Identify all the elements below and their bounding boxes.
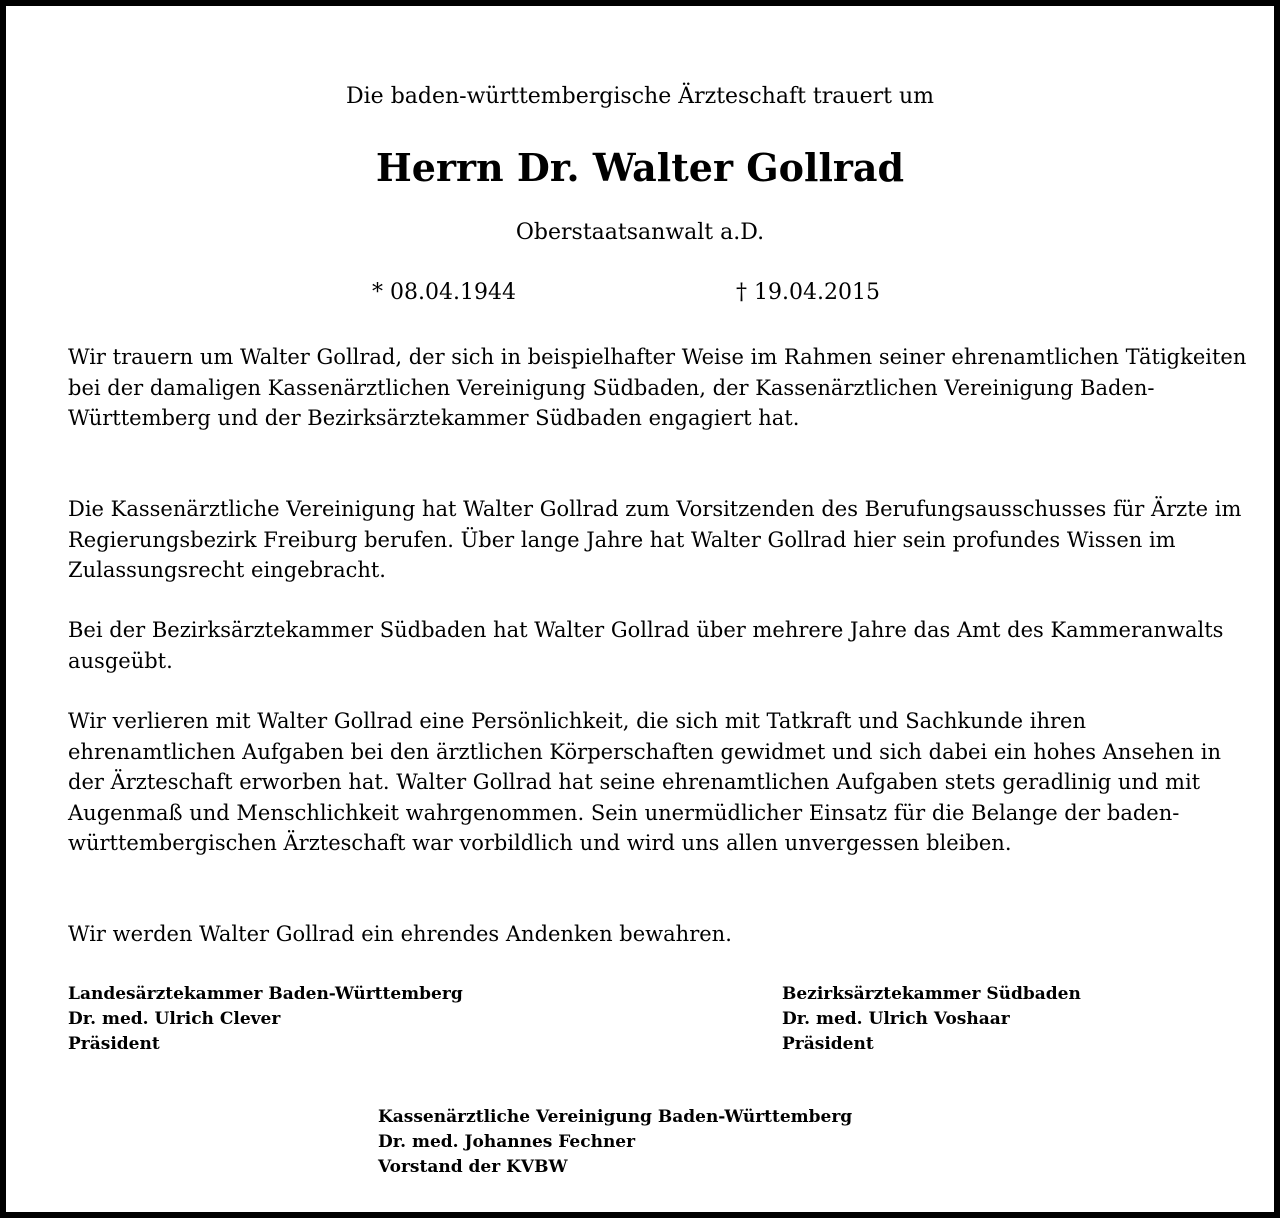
paragraph-2: Die Kassenärztliche Vereinigung hat Walter Gollrad zum Vorsitzenden des Berufungsausschusses für Ärzte im Regierungsbezirk Freiburg berufen. Über lange Jahre hat Walter Gollrad hier sein profundes Wissen im Zulassungsrecht eingebracht. (68, 497, 1242, 582)
signature-person: Dr. med. Ulrich Clever (68, 1009, 281, 1029)
paragraph-4: Wir verlieren mit Walter Gollrad eine Persönlichkeit, die sich mit Tatkraft und Sachkunde ihren ehrenamtlichen Aufgaben bei den ärztlichen Körperschaften gewidmet und sich dabei ein hohes Ansehen in der Ärzteschaft erworben hat. Walter Gollrad hat seine ehrenamtlichen Aufgaben stets geradlinig und mit Augenmaß und Menschlichkeit wahrgenommen. Sein unermüdlicher Einsatz für die Belange der baden-württembergischen Ärzteschaft war vorbildlich und wird uns allen unvergessen bleiben. (68, 709, 1222, 855)
signature-org: Bezirksärztekammer Südbaden (782, 984, 1081, 1004)
deceased-name: Herrn Dr. Walter Gollrad (375, 145, 905, 190)
signature-kvbw (378, 1105, 852, 1180)
paragraph-3: Bei der Bezirksärztekammer Südbaden hat Walter Gollrad über mehrere Jahre das Amt des Kammeranwalts ausgeübt. (68, 618, 1224, 673)
signature-person: Dr. med. Johannes Fechner (378, 1132, 636, 1152)
signature-role: Präsident (68, 1034, 160, 1054)
death-date: † 19.04.2015 (736, 280, 880, 305)
paragraph-5: Wir werden Walter Gollrad ein ehrendes Andenken bewahren. (68, 922, 732, 946)
signature-org: Kassenärztliche Vereinigung Baden-Württemberg (378, 1107, 853, 1127)
deceased-title: Oberstaatsanwalt a.D. (515, 220, 765, 245)
signature-person: Dr. med. Ulrich Voshaar (782, 1009, 1010, 1029)
paragraph-1: Wir trauern um Walter Gollrad, der sich in beispielhafter Weise im Rahmen seiner ehrenamtlichen Tätigkeiten bei der damaligen Kassenärztlichen Vereinigung Südbaden, der Kassenärztlichen Vereinigung Baden-Württemberg und der Bezirksärztekammer Südbaden engagiert hat. (68, 345, 1247, 430)
signature-landesaerztekammer (68, 982, 463, 1057)
signature-org: Landesärztekammer Baden-Württemberg (68, 984, 463, 1004)
signature-role: Präsident (782, 1034, 874, 1054)
signature-bezirksaerztekammer (782, 982, 1081, 1057)
birth-date: * 08.04.1944 (372, 280, 516, 305)
signature-role: Vorstand der KVBW (378, 1157, 568, 1177)
intro-line: Die baden-württembergische Ärzteschaft trauert um (346, 84, 934, 109)
